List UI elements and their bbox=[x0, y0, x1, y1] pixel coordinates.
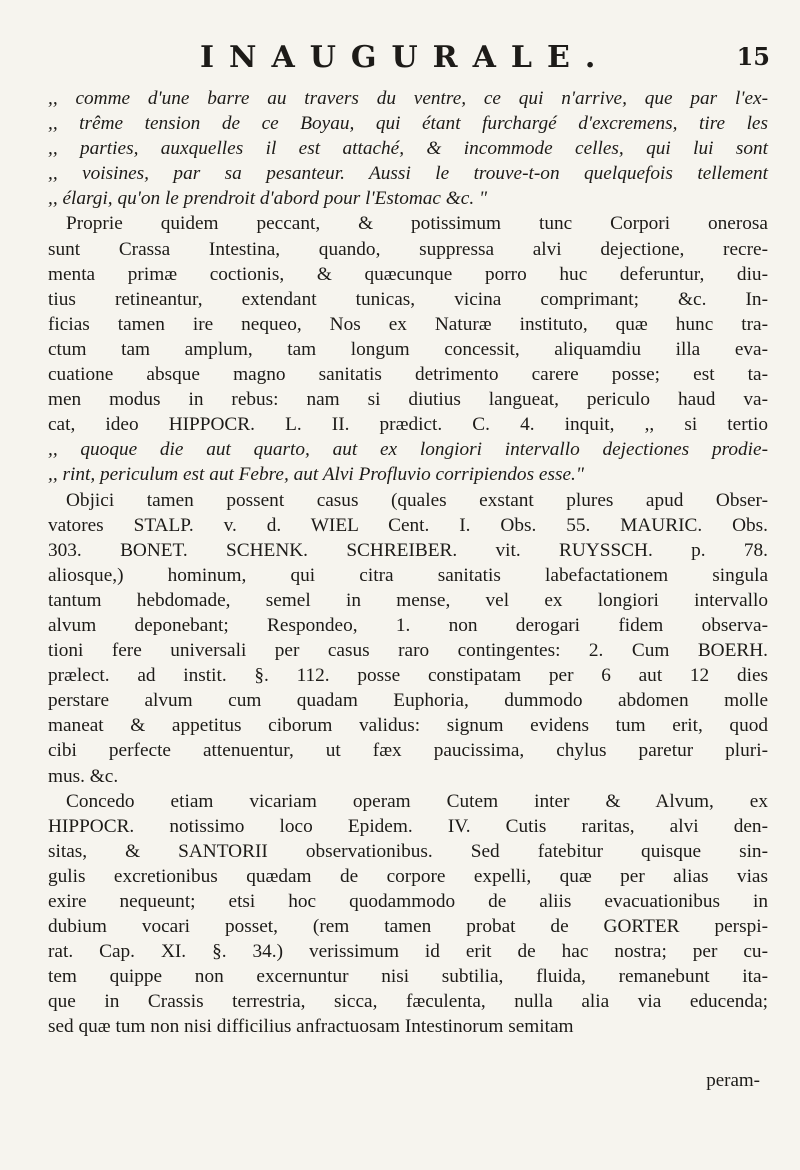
text-line: maneat & appetitus ciborum validus: signum evidens tum erit, quod bbox=[48, 715, 768, 737]
text-line: HIPPOCR. notissimo loco Epidem. IV. Cutis raritas, alvi den- bbox=[48, 815, 768, 837]
text-line: mus. &c. bbox=[48, 765, 119, 787]
text-line: alvum deponebant; Respondeo, 1. non derogari fidem observa- bbox=[48, 614, 768, 636]
text-line: gulis excretionibus quædam de corpore expelli, quæ per alias vias bbox=[48, 865, 768, 887]
page-header bbox=[200, 40, 770, 76]
text-line: vatores STALP. v. d. WIEL Cent. I. Obs. 55. MAURIC. Obs. bbox=[48, 514, 768, 536]
text-line: sed quæ tum non nisi difficilius anfractuosam Intestinorum semitam bbox=[48, 1016, 574, 1038]
text-line: 303. BONET. SCHENK. SCHREIBER. vit. RUYSSCH. p. 78. bbox=[48, 539, 768, 561]
text-line: ctum tam amplum, tam longum concessit, aliquamdiu illa eva- bbox=[48, 338, 768, 360]
text-line: tioni fere universali per casus raro contingentes: 2. Cum BOERH. bbox=[48, 640, 768, 662]
text-line: sitas, & SANTORII observationibus. Sed fatebitur quisque sin- bbox=[48, 840, 768, 862]
text-line: ,, élargi, qu'on le prendroit d'abord pour l'Estomac &c. " bbox=[48, 188, 488, 210]
text-line: dubium vocari posset, (rem tamen probat de GORTER perspi- bbox=[48, 916, 768, 938]
catchword: peram- bbox=[706, 1070, 760, 1091]
text-line: Proprie quidem peccant, & potissimum tunc Corpori onerosa bbox=[66, 213, 768, 235]
text-line: rat. Cap. XI. §. 34.) verissimum id erit de hac nostra; per cu- bbox=[48, 941, 768, 963]
text-line: ,, parties, auxquelles il est attaché, & incommode celles, qui lui sont bbox=[48, 138, 768, 160]
text-line: tem quippe non excernuntur nisi subtilia, fluida, remanebunt ita- bbox=[48, 966, 768, 988]
text-line: ,, rint, periculum est aut Febre, aut Alvi Profluvio corripiendos esse." bbox=[48, 464, 584, 486]
text-line: tius retineantur, extendant tunicas, vicina comprimant; &c. In- bbox=[48, 288, 768, 310]
text-line: tantum hebdomade, semel in mense, vel ex longiori intervallo bbox=[48, 589, 768, 611]
text-line: Concedo etiam vicariam operam Cutem inter & Alvum, ex bbox=[66, 790, 768, 812]
text-line: prælect. ad instit. §. 112. posse constipatam per 6 aut 12 dies bbox=[48, 665, 768, 687]
text-line: cat, ideo HIPPOCR. L. II. prædict. C. 4. inquit, ,, si tertio bbox=[48, 414, 768, 436]
text-line: sunt Crassa Intestina, quando, suppressa alvi dejectione, recre- bbox=[48, 238, 768, 260]
page-number: 15 bbox=[736, 42, 770, 71]
running-title: INAUGURALE. bbox=[200, 40, 611, 75]
text-line: cibi perfecte attenuentur, ut fæx paucissima, chylus paretur pluri- bbox=[48, 740, 768, 762]
text-line: ,, trême tension de ce Boyau, qui étant furchargé d'excremens, tire les bbox=[48, 113, 768, 135]
text-line: que in Crassis terrestria, sicca, fæculenta, nulla alia via educenda; bbox=[48, 991, 768, 1013]
text-line: aliosque,) hominum, qui citra sanitatis labefactationem singula bbox=[48, 564, 768, 586]
text-line: ,, quoque die aut quarto, aut ex longiori intervallo dejectiones prodie- bbox=[48, 439, 768, 461]
text-line: ficias tamen ire nequeo, Nos ex Naturæ instituto, quæ hunc tra- bbox=[48, 313, 768, 335]
text-line: exire nequeunt; etsi hoc quodammodo de aliis evacuationibus in bbox=[48, 891, 768, 912]
text-line: perstare alvum cum quadam Euphoria, dummodo abdomen molle bbox=[48, 690, 768, 712]
text-line: ,, comme d'une barre au travers du ventre, ce qui n'arrive, que par l'ex- bbox=[48, 88, 768, 109]
text-line: menta primæ coctionis, & quæcunque porro huc deferuntur, diu- bbox=[48, 263, 768, 285]
body-text bbox=[48, 86, 768, 1040]
text-line: Objici tamen possent casus (quales exstant plures apud Obser- bbox=[66, 489, 768, 511]
text-line: cuatione absque magno sanitatis detrimento carere posse; est ta- bbox=[48, 364, 768, 386]
text-line: ,, voisines, par sa pesanteur. Aussi le trouve-t-on quelquefois tellement bbox=[48, 163, 768, 185]
text-line: men modus in rebus: nam si diutius langueat, periculo haud va- bbox=[48, 389, 768, 411]
